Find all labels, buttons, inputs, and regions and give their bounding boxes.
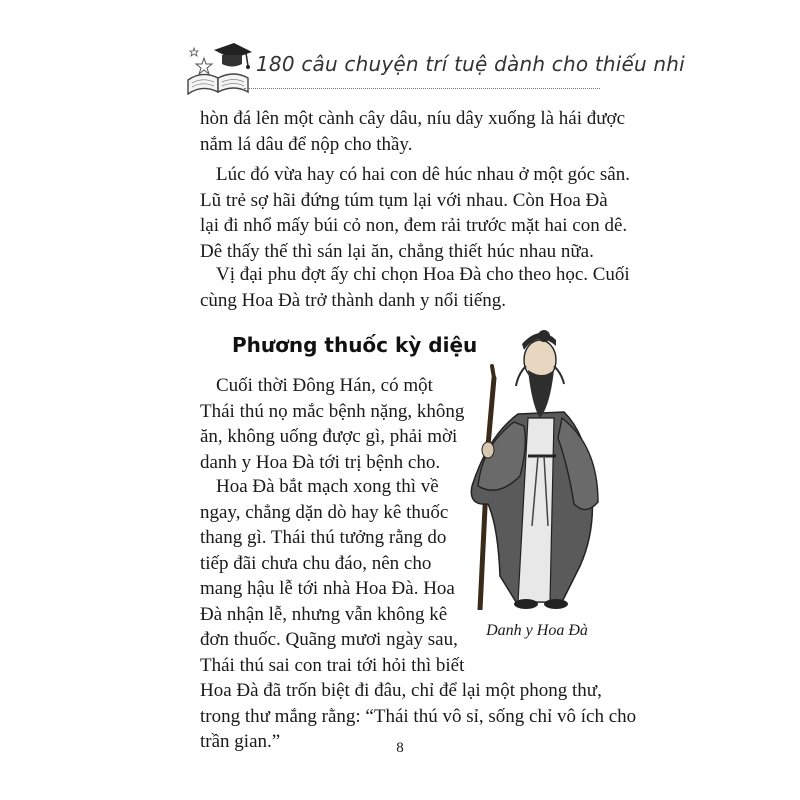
text-line: thang gì. Thái thú tưởng rằng do (200, 527, 447, 548)
text-line: trần gian.” (200, 731, 281, 752)
text-line: Lũ trẻ sợ hãi đứng túm tụm lại với nhau. Còn Hoa Đà (200, 189, 608, 211)
figure-caption: Danh y Hoa Đà (486, 622, 588, 639)
header-divider (244, 88, 600, 89)
page-number: 8 (396, 740, 404, 756)
section-title: Phương thuốc kỳ diệu (232, 333, 478, 357)
text-line: ngay, chẳng dặn dò hay kê thuốc (200, 501, 449, 523)
text-line: Hoa Đà bắt mạch xong thì về (216, 476, 439, 497)
paragraph (200, 162, 630, 264)
text-line: Dê thấy thế thì sán lại ăn, chẳng thiết húc nhau nữa. (200, 240, 594, 262)
book-graduation-cap-icon (184, 40, 256, 95)
text-line: Đà nhận lễ, nhưng vẫn không kê (200, 603, 448, 625)
text-line: mang hậu lễ tới nhà Hoa Đà. Hoa (200, 578, 455, 599)
text-line: nắm lá dâu để nộp cho thầy. (200, 133, 413, 155)
hoa-da-illustration (458, 326, 604, 610)
text-line: lại đi nhổ mấy búi cỏ non, đem rải trước mặt hai con dê. (200, 215, 628, 236)
paragraph (200, 262, 630, 313)
text-line: trong thư mắng rằng: “Thái thú vô sỉ, sống chỉ vô ích cho (200, 705, 637, 727)
text-line: Hoa Đà đã trốn biệt đi đâu, chỉ để lại một phong thư, (200, 680, 602, 701)
text-line: đơn thuốc. Quãng mươi ngày sau, (200, 629, 458, 650)
text-line: Thái thú nọ mắc bệnh nặng, không (200, 400, 465, 422)
text-line: hòn đá lên một cành cây dâu, níu dây xuống là hái được (200, 108, 626, 129)
paragraph (200, 106, 626, 157)
text-line: Vị đại phu đợt ấy chỉ chọn Hoa Đà cho theo học. Cuối (216, 264, 630, 285)
text-line: Thái thú sai con trai tới hỏi thì biết (200, 654, 465, 676)
paragraph (200, 373, 465, 475)
header-title: 180 câu chuyện trí tuệ dành cho thiếu nhi (256, 52, 685, 76)
text-line: Lúc đó vừa hay có hai con dê húc nhau ở một góc sân. (216, 164, 630, 185)
text-line: cùng Hoa Đà trở thành danh y nổi tiếng. (200, 289, 507, 311)
text-line: ăn, không uống được gì, phải mời (200, 426, 458, 447)
text-line: tiếp đãi chưa chu đáo, nên cho (200, 552, 432, 574)
running-header (184, 40, 685, 95)
text-line: Cuối thời Đông Hán, có một (216, 375, 433, 396)
text-line: danh y Hoa Đà tới trị bệnh cho. (200, 451, 441, 473)
